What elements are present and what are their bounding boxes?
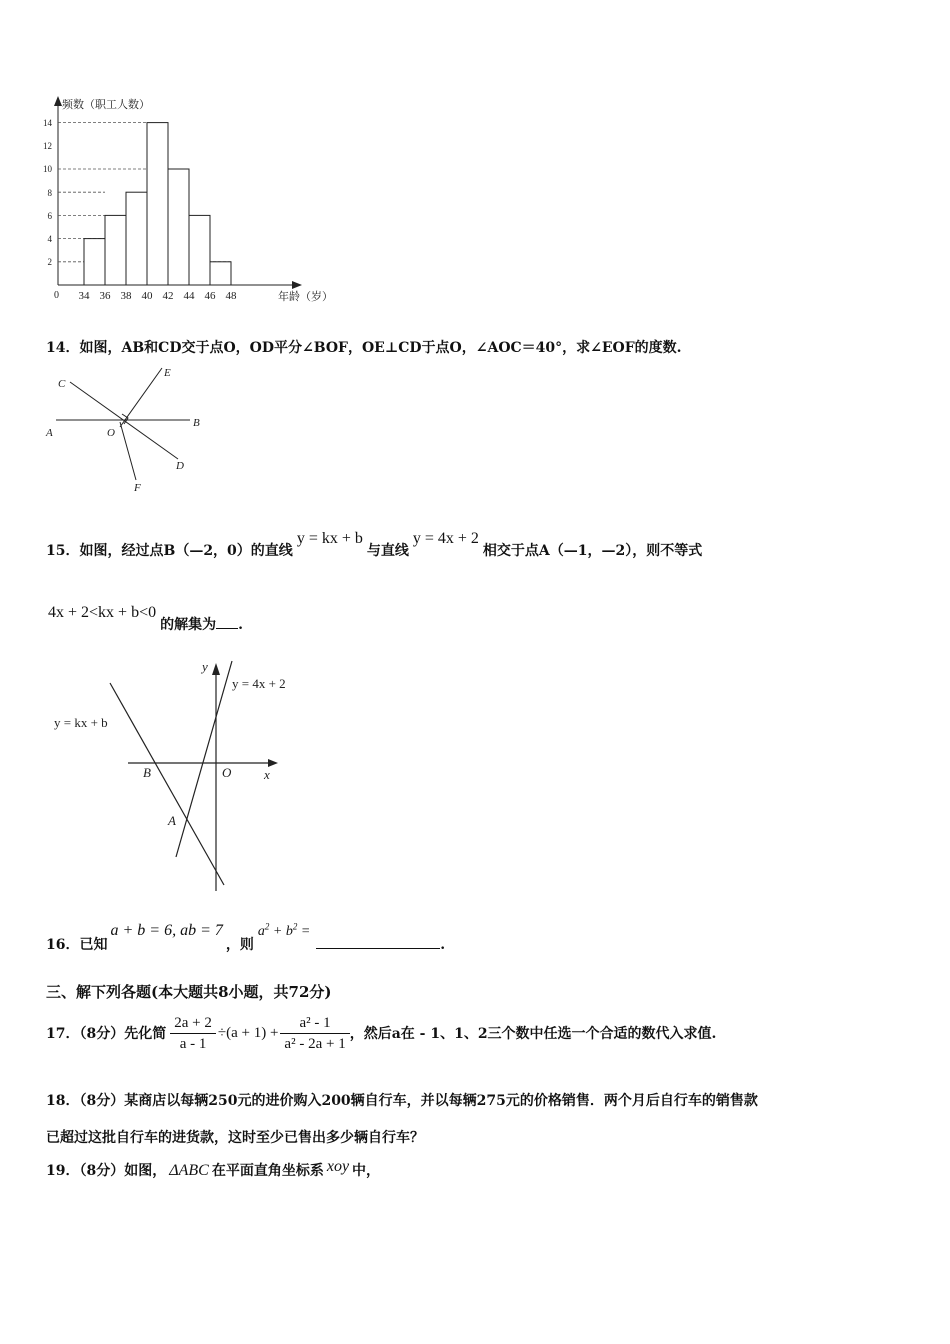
- question-16-text: ，则: [225, 937, 254, 953]
- section-3-heading: 三、解下列各题(本大题共8小题，共72分): [46, 983, 332, 1001]
- point-B-label: B: [143, 765, 151, 780]
- fraction-2: $\frac{\text{a² - 1}}{\text{a² - 2a + 1}}$: [280, 1013, 349, 1054]
- x-tick: 40: [141, 290, 153, 302]
- question-15-figure: [50, 655, 320, 895]
- coordinate-system-xoy: xoy: [326, 1158, 350, 1175]
- question-16-number: 16．已知: [46, 937, 108, 953]
- question-19-number: 19．（8分）如图，: [46, 1163, 167, 1179]
- question-17: [46, 1008, 716, 1058]
- label-A: A: [46, 427, 53, 439]
- question-16: [46, 920, 446, 953]
- sum-of-squares-expression: $a^2 + b^2$ =: [257, 921, 311, 939]
- y-tick: 4: [47, 234, 52, 244]
- question-15-text-2: 与直线: [366, 543, 409, 559]
- question-19-text: 在平面直角坐标系: [211, 1163, 324, 1179]
- condition-expression: a + b = 6, ab = 7: [110, 922, 223, 939]
- x-axis-label: x: [264, 767, 270, 782]
- x-tick: 48: [225, 290, 237, 302]
- question-15-text-3: 相交于点A（—1，—2），则不等式: [482, 543, 703, 559]
- question-14-number: 14．: [46, 340, 80, 356]
- age-frequency-histogram: [40, 92, 360, 307]
- line-label-kx-b: y = kx + b: [54, 715, 108, 730]
- question-18-line-2: 已超过这批自行车的进货款，这时至少已售出多少辆自行车？: [46, 1130, 424, 1146]
- y-tick: 2: [47, 257, 52, 267]
- answer-blank-16[interactable]: [316, 948, 440, 949]
- label-C: C: [58, 378, 66, 390]
- line-label-4x-2: y = 4x + 2: [232, 676, 286, 691]
- question-17-tail: ，然后a在 - 1、1、2三个数中任选一个合适的数代入求值.: [349, 1026, 717, 1042]
- answer-blank-15[interactable]: [216, 628, 238, 629]
- label-F: F: [134, 482, 141, 494]
- label-D: D: [176, 460, 184, 472]
- question-16-period: .: [440, 937, 446, 953]
- y-axis-label: y: [202, 659, 208, 674]
- y-tick: 8: [47, 188, 52, 198]
- question-14-figure: [40, 362, 220, 497]
- question-18-line-1: 18．（8分）某商店以每辆250元的进价购入200辆自行车，并以每辆275元的价格销售．两个月后自行车的销售款: [46, 1093, 758, 1109]
- intersecting-lines-diagram: [40, 362, 220, 497]
- question-15-number: 15．: [46, 543, 80, 559]
- question-14: [46, 337, 682, 357]
- x-tick: 46: [204, 290, 216, 302]
- equation-kx-b: y = kx + b: [296, 530, 363, 547]
- y-tick: 10: [43, 164, 52, 174]
- question-15-text-4: 的解集为: [160, 617, 217, 633]
- y-tick: 6: [47, 211, 52, 221]
- x-tick: 36: [99, 290, 111, 302]
- y-tick: 14: [43, 118, 52, 128]
- y-tick: 12: [43, 141, 52, 151]
- question-15-text-1: 如图，经过点B（—2，0）的直线: [79, 543, 293, 559]
- origin-O-label: O: [222, 765, 232, 780]
- triangle-abc: ΔABC: [169, 1162, 209, 1179]
- question-19-end: 中，: [352, 1163, 381, 1179]
- point-A-label: A: [168, 813, 176, 828]
- inequality-expression: 4x + 2<kx + b<0: [48, 604, 157, 621]
- question-14-text: 如图，AB和CD交于点O，OD平分∠BOF，OE⊥CD于点O，∠AOC＝40°，求∠EOF的度数.: [79, 340, 682, 356]
- x-tick: 44: [183, 290, 195, 302]
- label-E: E: [164, 367, 171, 379]
- origin-label: 0: [54, 290, 59, 301]
- x-tick: 42: [162, 290, 174, 302]
- question-17-number: 17．（8分）先化简: [46, 1026, 167, 1042]
- question-19: [46, 1160, 380, 1180]
- x-tick: 38: [120, 290, 132, 302]
- x-tick: 34: [78, 290, 90, 302]
- question-15-line-2: [48, 602, 243, 633]
- histogram-figure: [40, 92, 360, 307]
- division-operator: ÷(a + 1) +: [217, 1024, 279, 1041]
- x-axis-label: 年龄（岁）: [278, 290, 333, 303]
- question-15: [46, 530, 702, 564]
- equation-4x-2: y = 4x + 2: [412, 530, 479, 547]
- y-axis-label: 频数（职工人数）: [62, 98, 150, 111]
- linear-functions-graph: [50, 655, 320, 895]
- fraction-1: $\frac{2a + 2}{a - 1}$: [170, 1013, 216, 1054]
- label-O: O: [107, 427, 115, 439]
- question-15-period: .: [238, 617, 243, 633]
- label-B: B: [193, 417, 200, 429]
